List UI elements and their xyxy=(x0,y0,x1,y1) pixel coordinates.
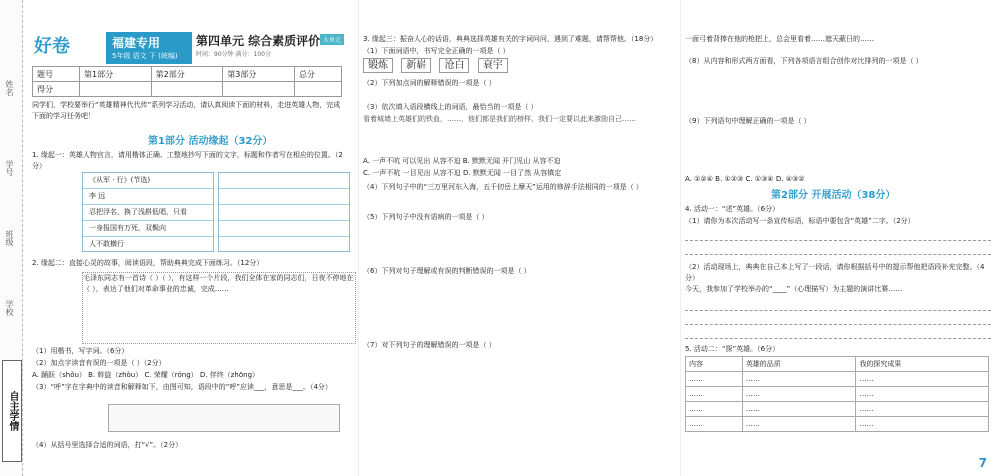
score-cell[interactable] xyxy=(80,82,152,97)
binding-label-class: 班级 xyxy=(5,230,14,246)
time-note: 时间：90分钟 满分：100分 xyxy=(196,51,271,58)
q3-part-2: （2）下列加点词的解释错误的一项是（ ） xyxy=(363,79,496,87)
answer-line[interactable] xyxy=(685,240,991,241)
answer-line[interactable] xyxy=(685,338,991,339)
page-number: 7 xyxy=(978,456,987,470)
unit-title-box xyxy=(196,32,344,64)
question-4: 4. 活动一：“述”英雄。（6分） xyxy=(685,205,780,213)
q3-part-6: （6）下列对句子理解或有误的判断错误的一项是（ ） xyxy=(363,267,531,275)
table-cell: …… xyxy=(686,417,743,432)
answer-line[interactable] xyxy=(219,221,349,237)
answer-line[interactable] xyxy=(685,324,991,325)
answer-line[interactable] xyxy=(219,189,349,205)
binding-label-name: 姓名 xyxy=(5,80,14,96)
table-cell: …… xyxy=(856,387,989,402)
table-cell: …… xyxy=(686,372,743,387)
column-3 xyxy=(680,0,993,476)
q3-part-1-options xyxy=(363,58,669,73)
q3-part-9-options: A. ①②④ B. ①②③ C. ①③④ D. ④③② xyxy=(685,175,805,183)
grade-label: 5年级 语文 下 (统编) xyxy=(112,52,178,60)
part2-heading: 第2部分 开展活动（38分） xyxy=(771,190,896,201)
card-line: 忍把浮名，换了浅斟低唱，只看 xyxy=(83,205,213,221)
table-cell: …… xyxy=(686,402,743,417)
option-d[interactable]: 衰宇 xyxy=(478,58,508,73)
answer-line[interactable] xyxy=(219,237,349,252)
q4-part-2-note: 今天，我参加了学校举办的“____”（心理描写）为主题的演讲比赛…… xyxy=(685,285,903,293)
column-1 xyxy=(28,0,354,476)
q4-part-2: （2）活动现场上，典典在自己本上写了一段话，请你根据括号中的提示帮他把语段补充完整。（4分） xyxy=(685,263,985,282)
answer-line[interactable] xyxy=(219,173,349,189)
binding-label-school: 学校 xyxy=(5,300,14,316)
question-1: 1. 缘起一：英雄人物官言，请用楷体正确、工整地抄写下面的文字，标题和作者写在相应的位置。（2分） xyxy=(32,151,343,170)
score-head-4: 第3部分 xyxy=(223,67,295,82)
q2-part-1: （1）用楷书，写字词。（6分） xyxy=(32,347,129,355)
option-a[interactable]: 锻炼 xyxy=(363,58,393,73)
option-c[interactable]: 沧白 xyxy=(439,58,469,73)
unit-title: 第四单元 综合素质评价 xyxy=(196,34,321,48)
score-head-1: 题号 xyxy=(33,67,80,82)
continued-text: 一面弓着背捧在他的枪把上，总会里看着……遮天蔽日的…… xyxy=(685,35,874,43)
q3-part-3-option-1: A. 一声不吭 可以见出 从容不迫 B. 默默无闻 开门见山 从容不迫 xyxy=(363,157,561,165)
answer-line[interactable] xyxy=(219,205,349,221)
table-cell: …… xyxy=(856,372,989,387)
passage-box: 毛泽东同志有一首诗（ ）（ ），有这样一个片段，我们全体在家的同志们，日夜不停地在（ ），表达了他们对革命事业的忠诚，完成…… xyxy=(82,272,356,344)
brand-logo: 好卷 xyxy=(34,36,70,57)
score-head-5: 总分 xyxy=(294,67,341,82)
brand-title: 福建专用 xyxy=(112,36,161,50)
q2-part-2: （2）加点字读音有误的一项是（ ）（2分） xyxy=(32,359,166,367)
binding-label-number: 学号 xyxy=(5,160,14,176)
q3-part-4: （4）下列句子中的“三万里河东入海，五千仞岳上摩天”运用的修辞手法相同的一项是（ ） xyxy=(363,183,643,191)
score-cell[interactable] xyxy=(294,82,341,97)
score-cell[interactable] xyxy=(223,82,295,97)
q3-part-7: （7）对下列句子的理解错误的一项是（ ） xyxy=(363,341,496,349)
question-5: 5. 活动二：“探”英雄。（6分） xyxy=(685,345,780,353)
table-cell: …… xyxy=(856,417,989,432)
score-row-label: 得分 xyxy=(33,82,80,97)
table-head: 我的探究成果 xyxy=(856,357,989,372)
hero-table xyxy=(685,356,989,432)
unit-tag: 大单元 xyxy=(320,34,344,45)
answer-line[interactable] xyxy=(685,310,991,311)
option-b[interactable]: 新崭 xyxy=(401,58,431,73)
card-line: 一身报国有万死，双鬓向 xyxy=(83,221,213,237)
table-cell: …… xyxy=(742,387,856,402)
part1-heading: 第1部分 活动缘起（32分） xyxy=(148,136,273,147)
question-3: 3. 缘起三：振奋人心的话语，典典选择英雄有关的字词问问，遇到了难题，请帮帮他。（18分） xyxy=(363,35,658,43)
card-line: 《从军 · 行》(节选) xyxy=(83,173,213,189)
q3-part-5: （5）下列句子中没有语病的一项是（ ） xyxy=(363,213,489,221)
score-cell[interactable] xyxy=(151,82,223,97)
binding-strip xyxy=(0,0,23,476)
score-table xyxy=(32,66,342,97)
card-line: 李 远 xyxy=(83,189,213,205)
table-cell: …… xyxy=(686,387,743,402)
dictionary-note xyxy=(108,404,340,432)
table-cell: …… xyxy=(742,372,856,387)
table-cell: …… xyxy=(856,402,989,417)
copy-answer-grid[interactable] xyxy=(218,172,350,252)
table-cell: …… xyxy=(742,417,856,432)
q3-part-9: （9）下列语句中理解正确的一项是（ ） xyxy=(685,117,811,125)
column-2 xyxy=(358,0,671,476)
brand-badge xyxy=(106,32,192,64)
question-2: 2. 缘起二：直接心灵的故事，阅读语段，帮助典典完成下面练习。（12分） xyxy=(32,259,264,267)
table-cell: …… xyxy=(742,402,856,417)
score-head-2: 第1部分 xyxy=(80,67,152,82)
card-line: 人不敢横行 xyxy=(89,240,124,248)
q4-part-1: （1）请你为本次活动写一条宣传标语，标语中要包含“英雄”二字。（2分） xyxy=(685,217,915,225)
q2-part-2-options: A. 踊跃（shǒu） B. 斡旋（zhòu） C. 荣耀（róng） D. 伴终（zhōng） xyxy=(32,371,260,379)
q2-part-4: （4）从括号里选择合适的词语，打“√”。（2分） xyxy=(32,441,183,449)
q3-part-8: （8）从内容和形式两方面看，下列各项语言组合创作对比排列的一项是（ ） xyxy=(685,57,923,65)
score-head-3: 第2部分 xyxy=(151,67,223,82)
binding-tag: 自主学情 xyxy=(2,360,22,462)
q2-part-3: （3）“呼”字在字典中的读音和解释如下，由图可知，语段中的“呼”应读___，意思是___。（4分） xyxy=(32,383,332,391)
copy-source-card xyxy=(82,172,214,252)
q3-part-1: （1）下面词语中，书写完全正确的一项是（ ） xyxy=(363,47,510,55)
table-head: 英雄的品质 xyxy=(742,357,856,372)
answer-line[interactable] xyxy=(685,254,991,255)
q3-part-3: （3）依次填入语段横线上的词语，最恰当的一项是（ ） xyxy=(363,103,538,111)
intro-text: 同学们，学校要举行“英雄精神代代传”系列学习活动，请认真阅读下面的材料，走进英雄人物，完成下面的学习任务吧！ xyxy=(32,101,341,120)
q3-part-3-option-2: C. 一声不吭 一目见出 从容不迫 D. 默默无闻 一目了然 从容镇定 xyxy=(363,169,562,177)
q3-part-3-paragraph: 看着城墙上英雄们的铁血，……，他们都是我们的榜样，我们一定要以此来激励自己…… xyxy=(363,115,636,123)
table-head: 内容 xyxy=(686,357,743,372)
